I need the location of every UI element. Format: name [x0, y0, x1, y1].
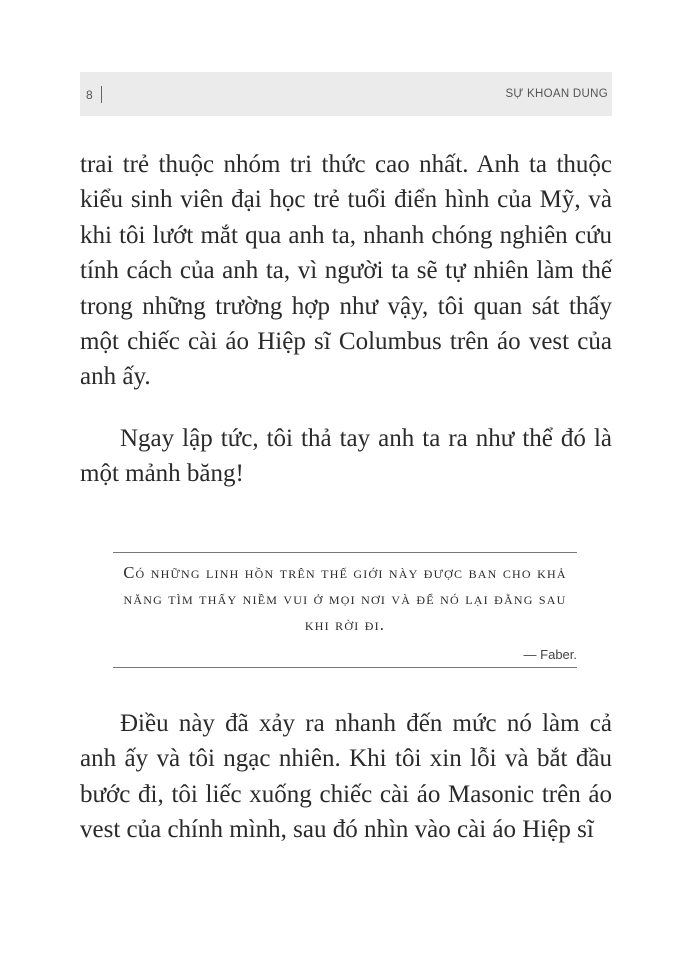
- quote-top-rule: [113, 552, 577, 553]
- pull-quote-text: Có những linh hồn trên thế giới này được ban cho khả năng tìm thấy niềm vui ở mọi nơi và để nó lại đằng sau khi rời đi.: [123, 563, 567, 634]
- running-title: SỰ KHOAN DUNG: [505, 88, 608, 100]
- page-number: 8: [86, 88, 93, 102]
- body-paragraph-1: trai trẻ thuộc nhóm tri thức cao nhất. Anh ta thuộc kiểu sinh viên đại học trẻ tuổi điển hình của Mỹ, và khi tôi lướt mắt qua anh ta, nhanh chóng nghiên cứu tính cách của anh ta, vì người ta sẽ tự nhiên làm thế trong những trường hợp như vậy, tôi quan sát thấy một chiếc cài áo Hiệp sĩ Columbus trên áo vest của anh ấy.: [80, 151, 612, 391]
- body-paragraph-2: Ngay lập tức, tôi thả tay anh ta ra như thể đó là một mảnh băng!: [80, 425, 612, 488]
- quote-bottom-rule: [113, 667, 577, 668]
- header-divider: [101, 86, 102, 103]
- pull-quote-author: — Faber.: [523, 647, 577, 662]
- body-paragraph-3: Điều này đã xảy ra nhanh đến mức nó làm cả anh ấy và tôi ngạc nhiên. Khi tôi xin lỗi và bắt đầu bước đi, tôi liếc xuống chiếc cài áo Masonic trên áo vest của chính mình, sau đó nhìn vào cài áo Hiệp sĩ: [80, 710, 612, 844]
